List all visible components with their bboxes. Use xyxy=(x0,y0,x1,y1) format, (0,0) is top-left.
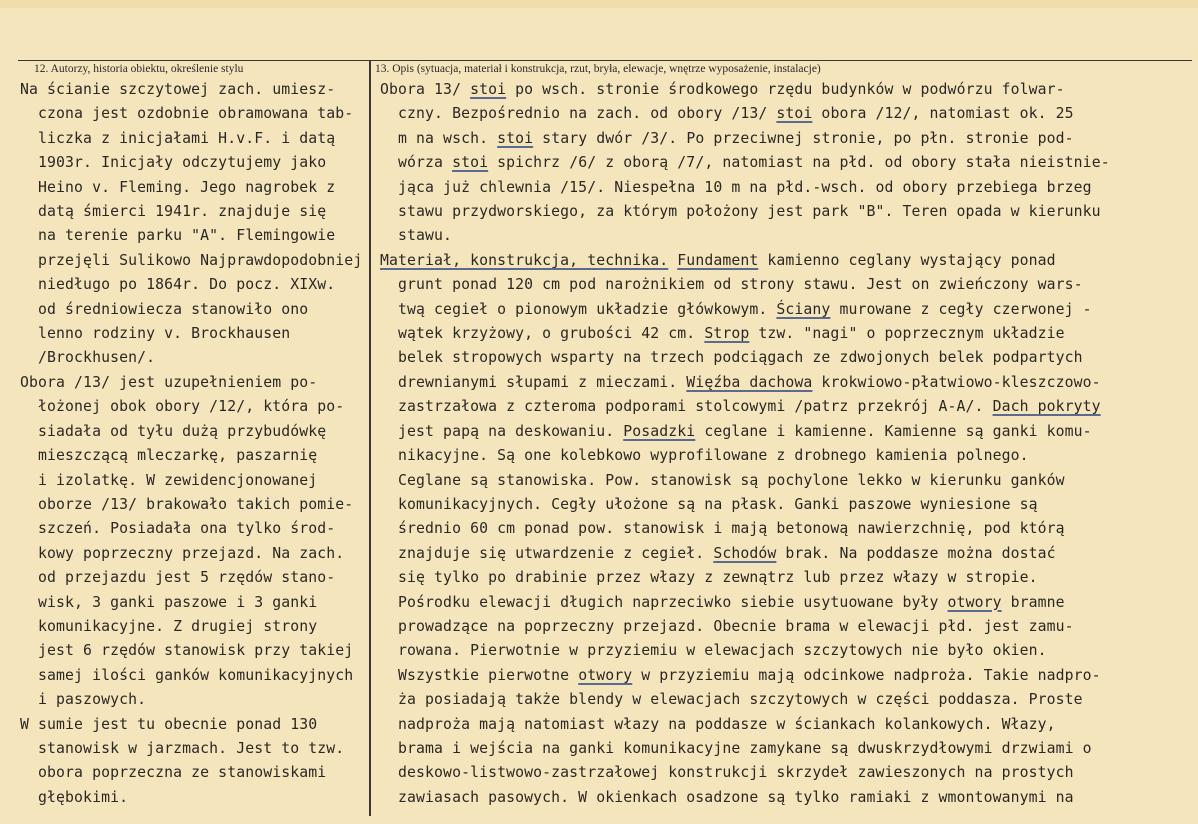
text-line: ża posiadają także blendy w elewacjach szczytowych w części poddasza. Proste xyxy=(380,691,1083,709)
text-line: Heino v. Fleming. Jego nagrobek z xyxy=(20,178,336,196)
text-line: Materiał, konstrukcja, technika. Fundament kamienno ceglany wystający ponad xyxy=(380,251,1056,269)
text-line: kowy poprzeczny przejazd. Na zach. xyxy=(20,544,345,562)
text-line: wisk, 3 ganki paszowe i 3 ganki xyxy=(20,593,318,611)
text-line: prowadzące na poprzeczny przejazd. Obecnie brama w elewacji płd. jest zamu- xyxy=(380,617,1074,635)
text-line: głębokimi. xyxy=(20,788,129,806)
text-line: zastrzałowa z czteroma podporami stolcowymi /patrz przekrój A-A/. Dach pokryty xyxy=(380,398,1101,416)
text-line: od przejazdu jest 5 rzędów stano- xyxy=(20,569,336,587)
text-line: samej ilości ganków komunikacyjnych xyxy=(20,666,354,684)
section-13-body xyxy=(380,78,1180,810)
section-12-header: 12. Autorzy, historia obiektu, określenie stylu xyxy=(34,63,244,75)
text-line: czny. Bezpośrednio na zach. od obory /13/ stoi obora /12/, natomiast ok. 25 xyxy=(380,105,1074,123)
text-line: rowana. Pierwotnie w przyziemiu w elewacjach szczytowych nie było okien. xyxy=(380,642,1047,660)
text-line: jąca już chlewnia /15/. Niespełna 10 m na płd.-wsch. od obory przebiega brzeg xyxy=(380,178,1092,196)
text-line: oborze /13/ brakowało takich pomie- xyxy=(20,495,354,513)
text-line: deskowo-listwowo-zastrzałowej konstrukcji skrzydeł zawieszonych na prostych xyxy=(380,764,1074,782)
text-line: nikacyjne. Są one kolebkowo wyprofilowane z drobnego kamienia polnego. xyxy=(380,447,1029,465)
text-line: datą śmierci 1941r. znajduje się xyxy=(20,203,327,221)
text-line: stawu przydworskiego, za którym położony jest park "B". Teren opada w kierunku xyxy=(380,203,1101,221)
text-line: wórza stoi spichrz /6/ z oborą /7/, natomiast na płd. od obory stała nieistnie- xyxy=(380,154,1110,172)
text-line: obora poprzeczna ze stanowiskami xyxy=(20,764,327,782)
text-line: jest 6 rzędów stanowisk przy takiej xyxy=(20,642,354,660)
text-line: na terenie parku "A". Flemingowie xyxy=(20,227,336,245)
column-divider xyxy=(369,60,371,816)
text-line: 1903r. Inicjały odczytujemy jako xyxy=(20,154,327,172)
text-line: znajduje się utwardzenie z cegieł. Schodów brak. Na poddasze można dostać xyxy=(380,544,1056,562)
text-line: belek stropowych wsparty na trzech podciągach ze zdwojonych belek podpartych xyxy=(380,349,1083,367)
text-line: nadproża mają natomiast włazy na poddasze w ściankach kolankowych. Włazy, xyxy=(380,715,1056,733)
text-line: zawiasach pasowych. W okienkach osadzone są tylko ramiaki z wmontowanymi na xyxy=(380,788,1074,806)
text-line: siadała od tyłu dużą przybudówkę xyxy=(20,422,327,440)
text-line: twą cegieł o pionowym układzie główkowym. Ściany murowane z cegły czerwonej - xyxy=(380,300,1092,318)
text-line: łożonej obok obory /12/, która po- xyxy=(20,398,345,416)
text-line: mieszczącą mleczarkę, paszarnię xyxy=(20,447,318,465)
section-13-header: 13. Opis (sytuacja, materiał i konstrukcja, rzut, bryła, elewacje, wnętrze wyposażenie, instalacje) xyxy=(375,63,821,75)
text-line: jest papą na deskowaniu. Posadzki ceglane i kamienne. Kamienne są ganki komu- xyxy=(380,422,1092,440)
text-line: grunt ponad 120 cm pod narożnikiem od strony stawu. Jest on zwieńczony wars- xyxy=(380,276,1083,294)
text-line: od średniowiecza stanowiło ono xyxy=(20,300,309,318)
card-top-edge xyxy=(0,0,1198,8)
text-line: m na wsch. stoi stary dwór /3/. Po przeciwnej stronie, po płn. stronie pod- xyxy=(380,129,1074,147)
text-line: Obora /13/ jest uzupełnieniem po- xyxy=(20,373,318,391)
text-line: stawu. xyxy=(380,227,453,245)
text-line: Ceglane są stanowiska. Pow. stanowisk są pochylone lekko w kierunku ganków xyxy=(380,471,1065,489)
text-line: i izolatkę. W zewidencjonowanej xyxy=(20,471,318,489)
text-line: Wszystkie pierwotne otwory w przyziemiu mają odcinkowe nadproża. Takie nadpro- xyxy=(380,666,1101,684)
section-12-body xyxy=(20,78,368,810)
text-line: Na ścianie szczytowej zach. umiesz- xyxy=(20,81,336,98)
text-line: czona jest ozdobnie obramowana tab- xyxy=(20,105,354,123)
text-line: lenno rodziny v. Brockhausen xyxy=(20,325,291,343)
text-line: szczeń. Posiadała ona tylko środ- xyxy=(20,520,336,538)
text-line: drewnianymi słupami z mieczami. Więźba dachowa krokwiowo-płatwiowo-kleszczowo- xyxy=(380,373,1101,391)
text-line: przejęli Sulikowo Najprawdopodobniej xyxy=(20,251,363,269)
text-line: się tylko po drabinie przez włazy z zewnątrz lub przez włazy w stropie. xyxy=(380,569,1038,587)
text-line: i paszowych. xyxy=(20,691,147,709)
text-line: komunikacyjne. Z drugiej strony xyxy=(20,617,318,635)
text-line: średnio 60 cm ponad pow. stanowisk i mają betonową nawierzchnię, pod którą xyxy=(380,520,1065,538)
text-line: stanowisk w jarzmach. Jest to tzw. xyxy=(20,739,345,757)
text-line: W sumie jest tu obecnie ponad 130 xyxy=(20,715,318,733)
text-line: brama i wejścia na ganki komunikacyjne zamykane są dwuskrzydłowymi drzwiami o xyxy=(380,739,1092,757)
text-line: /Brockhusen/. xyxy=(20,349,156,367)
text-line: niedługo po 1864r. Do pocz. XIXw. xyxy=(20,276,336,294)
text-line: wątek krzyżowy, o grubości 42 cm. Strop tzw. "nagi" o poprzecznym układzie xyxy=(380,325,1065,343)
text-line: Obora 13/ stoi po wsch. stronie środkowego rzędu budynków w podwórzu folwar- xyxy=(380,81,1065,98)
text-line: Pośrodku elewacji długich naprzeciwko siebie usytuowane były otwory bramne xyxy=(380,593,1065,611)
text-line: komunikacyjnych. Cegły ułożone są na płask. Ganki paszowe wyniesione są xyxy=(380,495,1038,513)
text-line: liczka z inicjałami H.v.F. i datą xyxy=(20,129,336,147)
